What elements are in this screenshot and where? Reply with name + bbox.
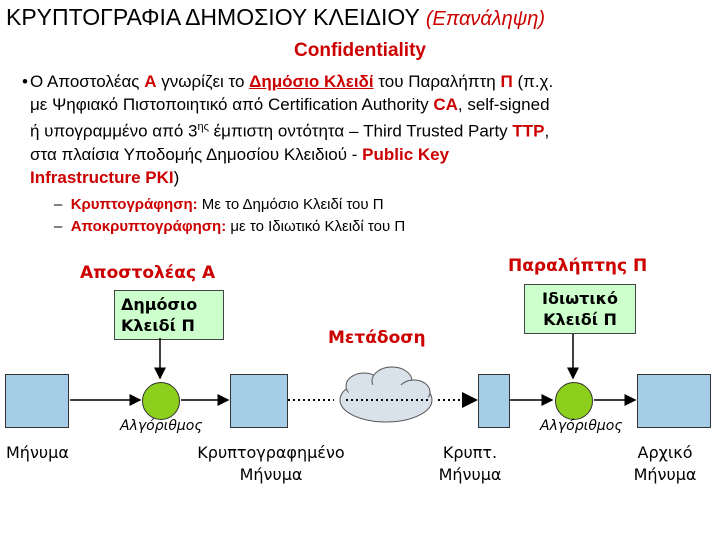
- bullet-line-1: Ο Αποστολέας Α γνωρίζει το Δημόσιο Κλειδί του Παραλήπτη Π (π.χ.: [30, 72, 554, 91]
- cipher-message-doc-icon: [230, 374, 288, 428]
- sub-bullet-decryption: – Αποκρυπτογράφηση: με το Ιδιωτικό Κλειδί του Π: [54, 218, 406, 235]
- network-cloud-icon: [340, 367, 432, 422]
- bullet-marker: •: [22, 72, 28, 91]
- transmission-label: Μετάδοση: [328, 328, 426, 348]
- private-key-box: Ιδιωτικό Κλειδί Π: [524, 284, 636, 334]
- encrypt-algorithm-icon: [142, 382, 180, 420]
- public-key-box: Δημόσιο Κλειδί Π: [114, 290, 224, 340]
- plain-message-doc-icon: [5, 374, 69, 428]
- original-message-doc-icon: [637, 374, 711, 428]
- cipher-message-label: Κρυπτ. Μήνυμα: [438, 443, 502, 484]
- sender-label: Αποστολέας Α: [80, 263, 216, 283]
- receiver-label: Παραλήπτης Π: [508, 256, 648, 276]
- title-main: ΚΡΥΠΤΟΓΡΑΦΙΑ ΔΗΜΟΣΙΟΥ ΚΛΕΙΔΙΟΥ: [6, 4, 420, 30]
- title-note: (Επανάληψη): [425, 8, 546, 30]
- bullet-line-2: με Ψηφιακό Πιστοποιητικό από Certification Authority CA, self-signed: [30, 95, 550, 114]
- received-cipher-doc-icon: [478, 374, 510, 428]
- encrypted-message-label: Κρυπτογραφημένο Μήνυμα: [197, 443, 345, 484]
- algorithm-label-right: Αλγόριθμος: [540, 418, 623, 434]
- message-label: Μήνυμα: [6, 443, 69, 462]
- original-message-label: Αρχικό Μήνυμα: [633, 443, 697, 484]
- slide-subtitle: Confidentiality: [294, 40, 426, 61]
- bullet-line-3: ή υπογραμμένο από $3^{\eta\varsigma}$ έμπιστη οντότητα – Third Trusted Party TTP,: [30, 121, 550, 141]
- decrypt-algorithm-icon: [555, 382, 593, 420]
- bullet-line-4: στα πλαίσια Υποδομής Δημοσίου Κλειδιού - Public Key: [30, 144, 450, 164]
- sub-bullet-encryption: – Κρυπτογράφηση: Με το Δημόσιο Κλειδί του Π: [54, 196, 384, 213]
- algorithm-label-left: Αλγόριθμος: [120, 418, 203, 434]
- bullet-line-5: Infrastructure PKI): [30, 167, 180, 187]
